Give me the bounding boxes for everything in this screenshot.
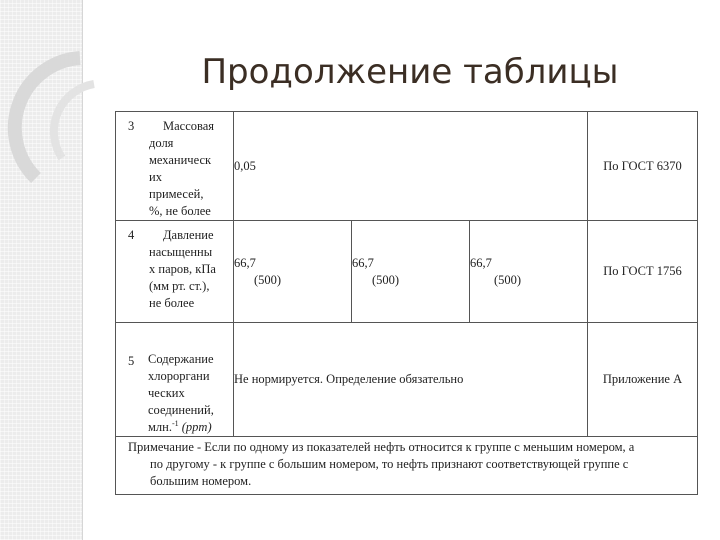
table-row: [116, 323, 698, 437]
table-row: [116, 221, 698, 323]
value-cell: 0,05: [234, 112, 588, 221]
note-row: [116, 437, 698, 495]
parameter-line: хлороргани: [148, 369, 210, 383]
parameter-line: Массовая: [163, 119, 215, 133]
row-number: 4: [128, 228, 135, 242]
parameter-cell: [116, 221, 234, 323]
parameter-line: соединений,: [148, 403, 214, 417]
note-line: большим номером.: [150, 474, 252, 488]
parameter-line: примесей,: [149, 187, 204, 201]
parameter-line: Содержание: [148, 352, 214, 366]
value-cell: [352, 221, 470, 323]
table-row: [116, 112, 698, 221]
value-cell: [470, 221, 588, 323]
note-cell: [116, 437, 698, 495]
value-cell: Не нормируется. Определение обязательно: [234, 323, 588, 437]
note-line: по другому - к группе с большим номером, то нефть признают соответствующей группе с: [150, 457, 629, 471]
parameter-line: [148, 419, 230, 436]
value-paren: (500): [494, 272, 522, 287]
method-cell: По ГОСТ 6370: [588, 112, 698, 221]
parameter-line: Давление: [163, 228, 214, 242]
value-paren: (500): [254, 272, 282, 287]
parameter-cell: [116, 323, 234, 437]
parameter-line: доля: [149, 136, 174, 150]
parameter-line: механическ: [149, 153, 212, 167]
parameter-line: не более: [149, 296, 195, 310]
parameter-line: ческих: [148, 386, 185, 400]
parameter-cell: [116, 112, 234, 221]
value-number: 66,7: [470, 255, 492, 270]
unit-ppm: (ppm): [181, 420, 212, 434]
parameter-line: их: [149, 170, 162, 184]
parameter-line: насыщенны: [149, 245, 213, 259]
value-number: 66,7: [352, 255, 374, 270]
method-cell: По ГОСТ 1756: [588, 221, 698, 323]
unit-text: млн.: [148, 420, 172, 434]
parameter-line: х паров, кПа: [149, 262, 216, 276]
parameter-line: (мм рт. ст.),: [149, 279, 210, 293]
parameter-line: %, не более: [149, 204, 211, 218]
unit-superscript: -1: [171, 418, 179, 428]
value-paren: (500): [372, 272, 400, 287]
method-cell: Приложение А: [588, 323, 698, 437]
row-number: 5: [128, 354, 135, 368]
slide-title: Продолжение таблицы: [201, 52, 619, 92]
row-number: 3: [128, 119, 135, 133]
note-line: Примечание - Если по одному из показателей нефть относится к группе с меньшим номером, а: [128, 440, 635, 454]
value-cell: [234, 221, 352, 323]
value-number: 66,7: [234, 255, 256, 270]
spec-table: [115, 111, 698, 495]
